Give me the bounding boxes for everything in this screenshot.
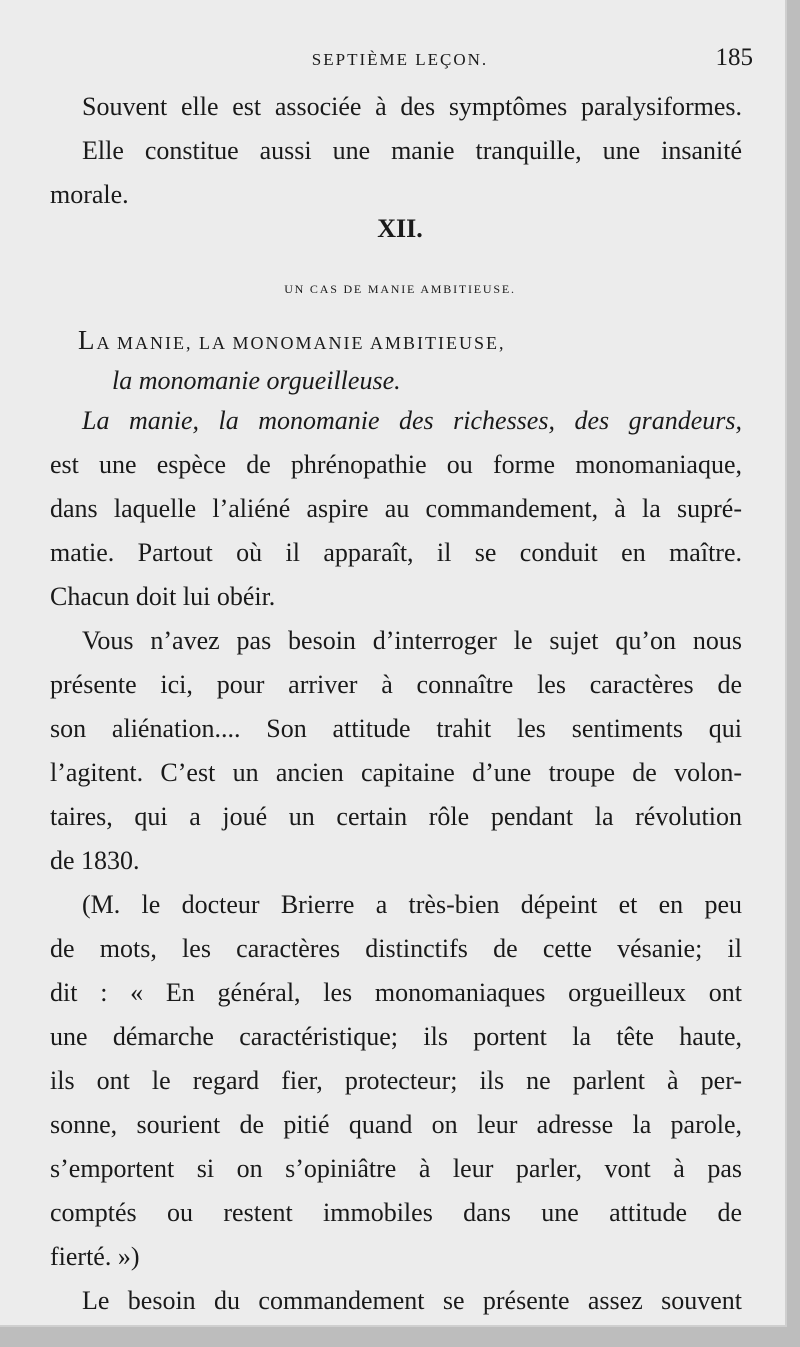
paragraph-line: de mots, les caractères distinctifs de cette vésanie; il [50, 934, 742, 963]
page-number: 185 [715, 44, 753, 71]
section-heading-italic: la monomanie orgueilleuse. [112, 366, 401, 395]
section-subtitle: UN CAS DE MANIE AMBITIEUSE. [284, 282, 516, 296]
paragraph-line: une démarche caractéristique; ils portent la tête haute, [50, 1022, 742, 1051]
heading-initial: L [78, 325, 97, 355]
paragraph-line: dans laquelle l’aliéné aspire au commandement, à la supré- [50, 494, 742, 523]
section-number: XII. [377, 214, 423, 243]
paragraph-line: taires, qui a joué un certain rôle pendant la révolution [50, 802, 742, 831]
paragraph-line: matie. Partout où il apparaît, il se conduit en maître. [50, 538, 742, 567]
paragraph-line: Chacun doit lui obéir. [50, 582, 276, 611]
paragraph-line: dit : « En général, les monomaniaques orgueilleux ont [50, 978, 742, 1007]
intro-line: morale. [50, 180, 129, 209]
paragraph-line: l’agitent. C’est un ancien capitaine d’une troupe de volon- [50, 758, 742, 787]
paragraph-line: s’emportent si on s’opiniâtre à leur parler, vont à pas [50, 1154, 742, 1183]
paragraph-line: La manie, la monomanie des richesses, des grandeurs, [82, 406, 742, 435]
paragraph-line: présente ici, pour arriver à connaître les caractères de [50, 670, 742, 699]
paragraph-line: son aliénation.... Son attitude trahit les sentiments qui [50, 714, 742, 743]
section-heading [78, 322, 618, 361]
paragraph-line: ils ont le regard fier, protecteur; ils ne parlent à per- [50, 1066, 742, 1095]
paragraph-line: de 1830. [50, 846, 140, 875]
paragraph-line: fierté. ») [50, 1242, 140, 1271]
paragraph-line: comptés ou restent immobiles dans une attitude de [50, 1198, 742, 1227]
heading-text: A MANIE, LA MONOMANIE AMBITIEUSE, [96, 333, 506, 353]
paragraph-line: Vous n’avez pas besoin d’interroger le sujet qu’on nous [82, 626, 742, 655]
intro-line: Elle constitue aussi une manie tranquille, une insanité [82, 136, 742, 165]
running-title: SEPTIÈME LEÇON. [311, 50, 489, 69]
paragraph-line: Le besoin du commandement se présente assez souvent [82, 1286, 742, 1315]
paragraph-line: est une espèce de phrénopathie ou forme monomaniaque, [50, 450, 742, 479]
paragraph-line: (M. le docteur Brierre a très-bien dépeint et en peu [82, 890, 742, 919]
intro-line: Souvent elle est associée à des symptômes paralysiformes. [82, 92, 742, 121]
running-head [0, 44, 785, 80]
paragraph-line: sonne, sourient de pitié quand on leur adresse la parole, [50, 1110, 742, 1139]
